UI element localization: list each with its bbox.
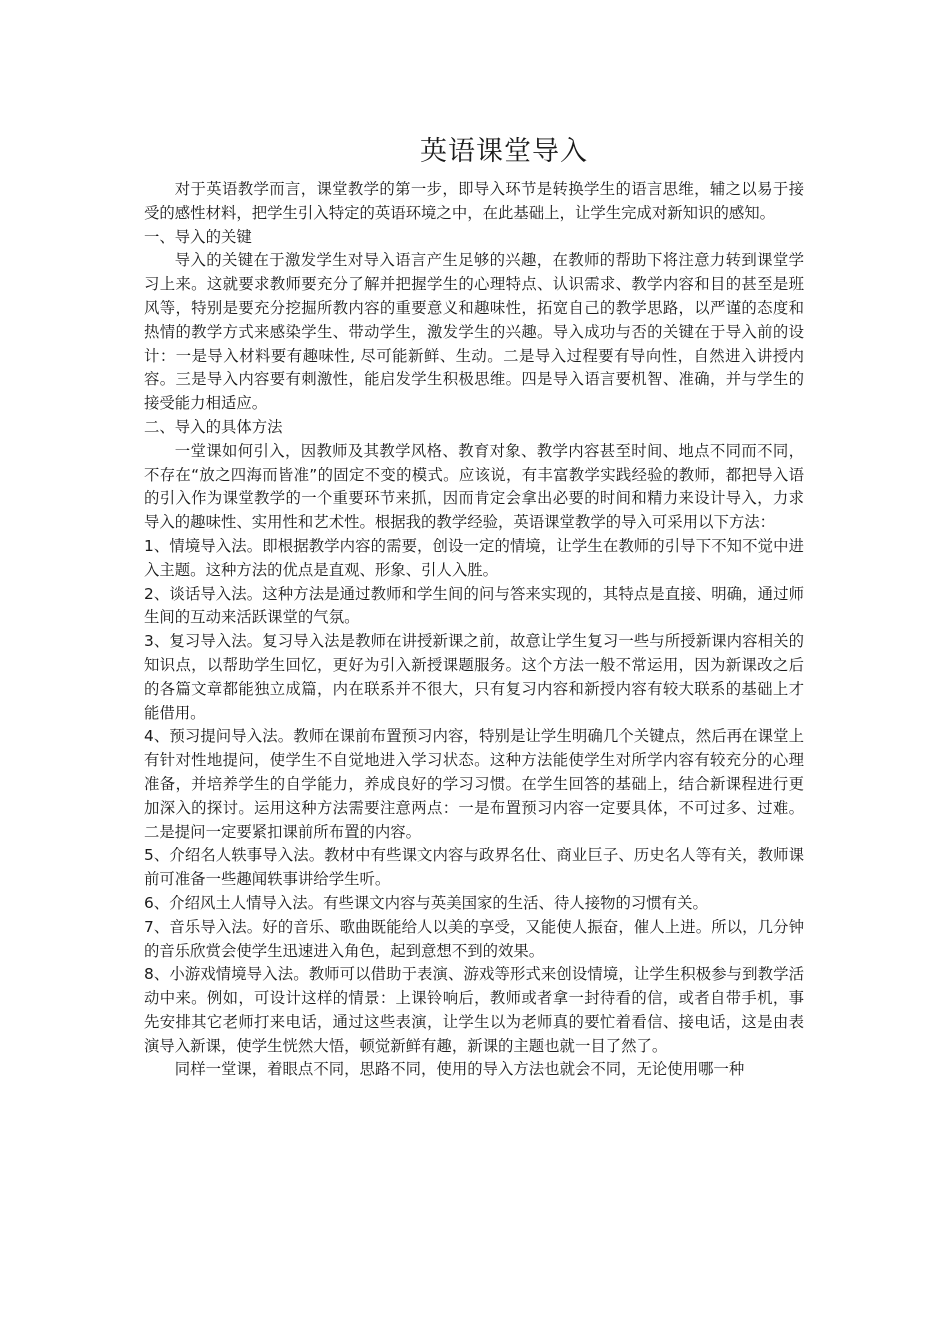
document-title: 英语课堂导入 xyxy=(420,136,588,167)
document-body xyxy=(144,130,804,1082)
closing-paragraph: 同样一堂课，着眼点不同，思路不同，使用的导入方法也就会不同，无论使用哪一种 xyxy=(174,1060,745,1079)
method-item: 3、复习导入法。复习导入法是教师在讲授新课之前，故意让学生复习一些与所授新课内容相关的知识点，以帮助学生回忆，更好为引入新授课题服务。这个方法一般不常运用，因为新课改之后的各篇文章都能独立成篇，内在联系并不很大，只有复习内容和新授内容有较大联系的基础上才能借用。 xyxy=(144,632,804,722)
section-heading-key: 一、导入的关键 xyxy=(144,227,252,246)
section-heading-methods: 二、导入的具体方法 xyxy=(144,417,283,436)
method-item: 5、介绍名人轶事导入法。教材中有些课文内容与政界名仕、商业巨子、历史名人等有关，教师课前可准备一些趣闻轶事讲给学生听。 xyxy=(144,846,804,889)
section-body-key: 导入的关键在于激发学生对导入语言产生足够的兴趣，在教师的帮助下将注意力转到课堂学习上来。这就要求教师要充分了解并把握学生的心理特点、认识需求、教学内容和目的甚至是班风等，特别是要充分挖掘所教内容的重要意义和趣味性，拓宽自己的教学思路，以严谨的态度和热情的教学方式来感染学生、带动学生，激发学生的兴趣。导入成功与否的关键在于导入前的设计：一是导入材料要有趣味性, 尽可能新鲜、生动。二是导入过程要有导向性，自然进入讲授内容。三是导入内容要有刺激性，能启发学生积极思维。四是导入语言要机智、准确，并与学生的接受能力相适应。 xyxy=(144,251,804,413)
method-item: 8、小游戏情境导入法。教师可以借助于表演、游戏等形式来创设情境，让学生积极参与到教学活动中来。例如，可设计这样的情景：上课铃响后，教师或者拿一封待看的信，或者自带手机，事先安排其它老师打来电话，通过这些表演，让学生以为老师真的要忙着看信、接电话，这是由表演导入新课，使学生恍然大悟，顿觉新鲜有趣，新课的主题也就一目了然了。 xyxy=(144,965,804,1055)
method-item: 2、谈话导入法。这种方法是通过教师和学生间的问与答来实现的，其特点是直接、明确，通过师生间的互动来活跃课堂的气氛。 xyxy=(144,584,804,627)
method-item: 4、预习提问导入法。教师在课前布置预习内容，特别是让学生明确几个关键点，然后再在课堂上有针对性地提问，使学生不自觉地进入学习状态。这种方法能使学生对所学内容有较充分的心理准备，并培养学生的自学能力，养成良好的学习习惯。在学生回答的基础上，结合新课程进行更加深入的探讨。运用这种方法需要注意两点：一是布置预习内容一定要具体，不可过多、过难。二是提问一定要紧扣课前所布置的内容。 xyxy=(144,727,804,841)
intro-paragraph: 对于英语教学而言，课堂教学的第一步，即导入环节是转换学生的语言思维，辅之以易于接受的感性材料，把学生引入特定的英语环境之中，在此基础上，让学生完成对新知识的感知。 xyxy=(144,180,804,222)
method-item: 1、情境导入法。即根据教学内容的需要，创设一定的情境，让学生在教师的引导下不知不觉中进入主题。这种方法的优点是直观、形象、引人入胜。 xyxy=(144,536,804,579)
section-body-methods: 一堂课如何引入，因教师及其教学风格、教育对象、教学内容甚至时间、地点不同而不同，不存在“放之四海而皆准”的固定不变的模式。应该说，有丰富教学实践经验的教师，都把导入语的引入作为课堂教学的一个重要环节来抓，因而肯定会拿出必要的时间和精力来设计导入，力求导入的趣味性、实用性和艺术性。根据我的教学经验，英语课堂教学的导入可采用以下方法： xyxy=(144,441,804,532)
method-item: 6、介绍风土人情导入法。有些课文内容与英美国家的生活、待人接物的习惯有关。 xyxy=(144,893,708,912)
method-item: 7、音乐导入法。好的音乐、歌曲既能给人以美的享受，又能使人振奋，催人上进。所以，几分钟的音乐欣赏会使学生迅速进入角色，起到意想不到的效果。 xyxy=(144,917,804,960)
